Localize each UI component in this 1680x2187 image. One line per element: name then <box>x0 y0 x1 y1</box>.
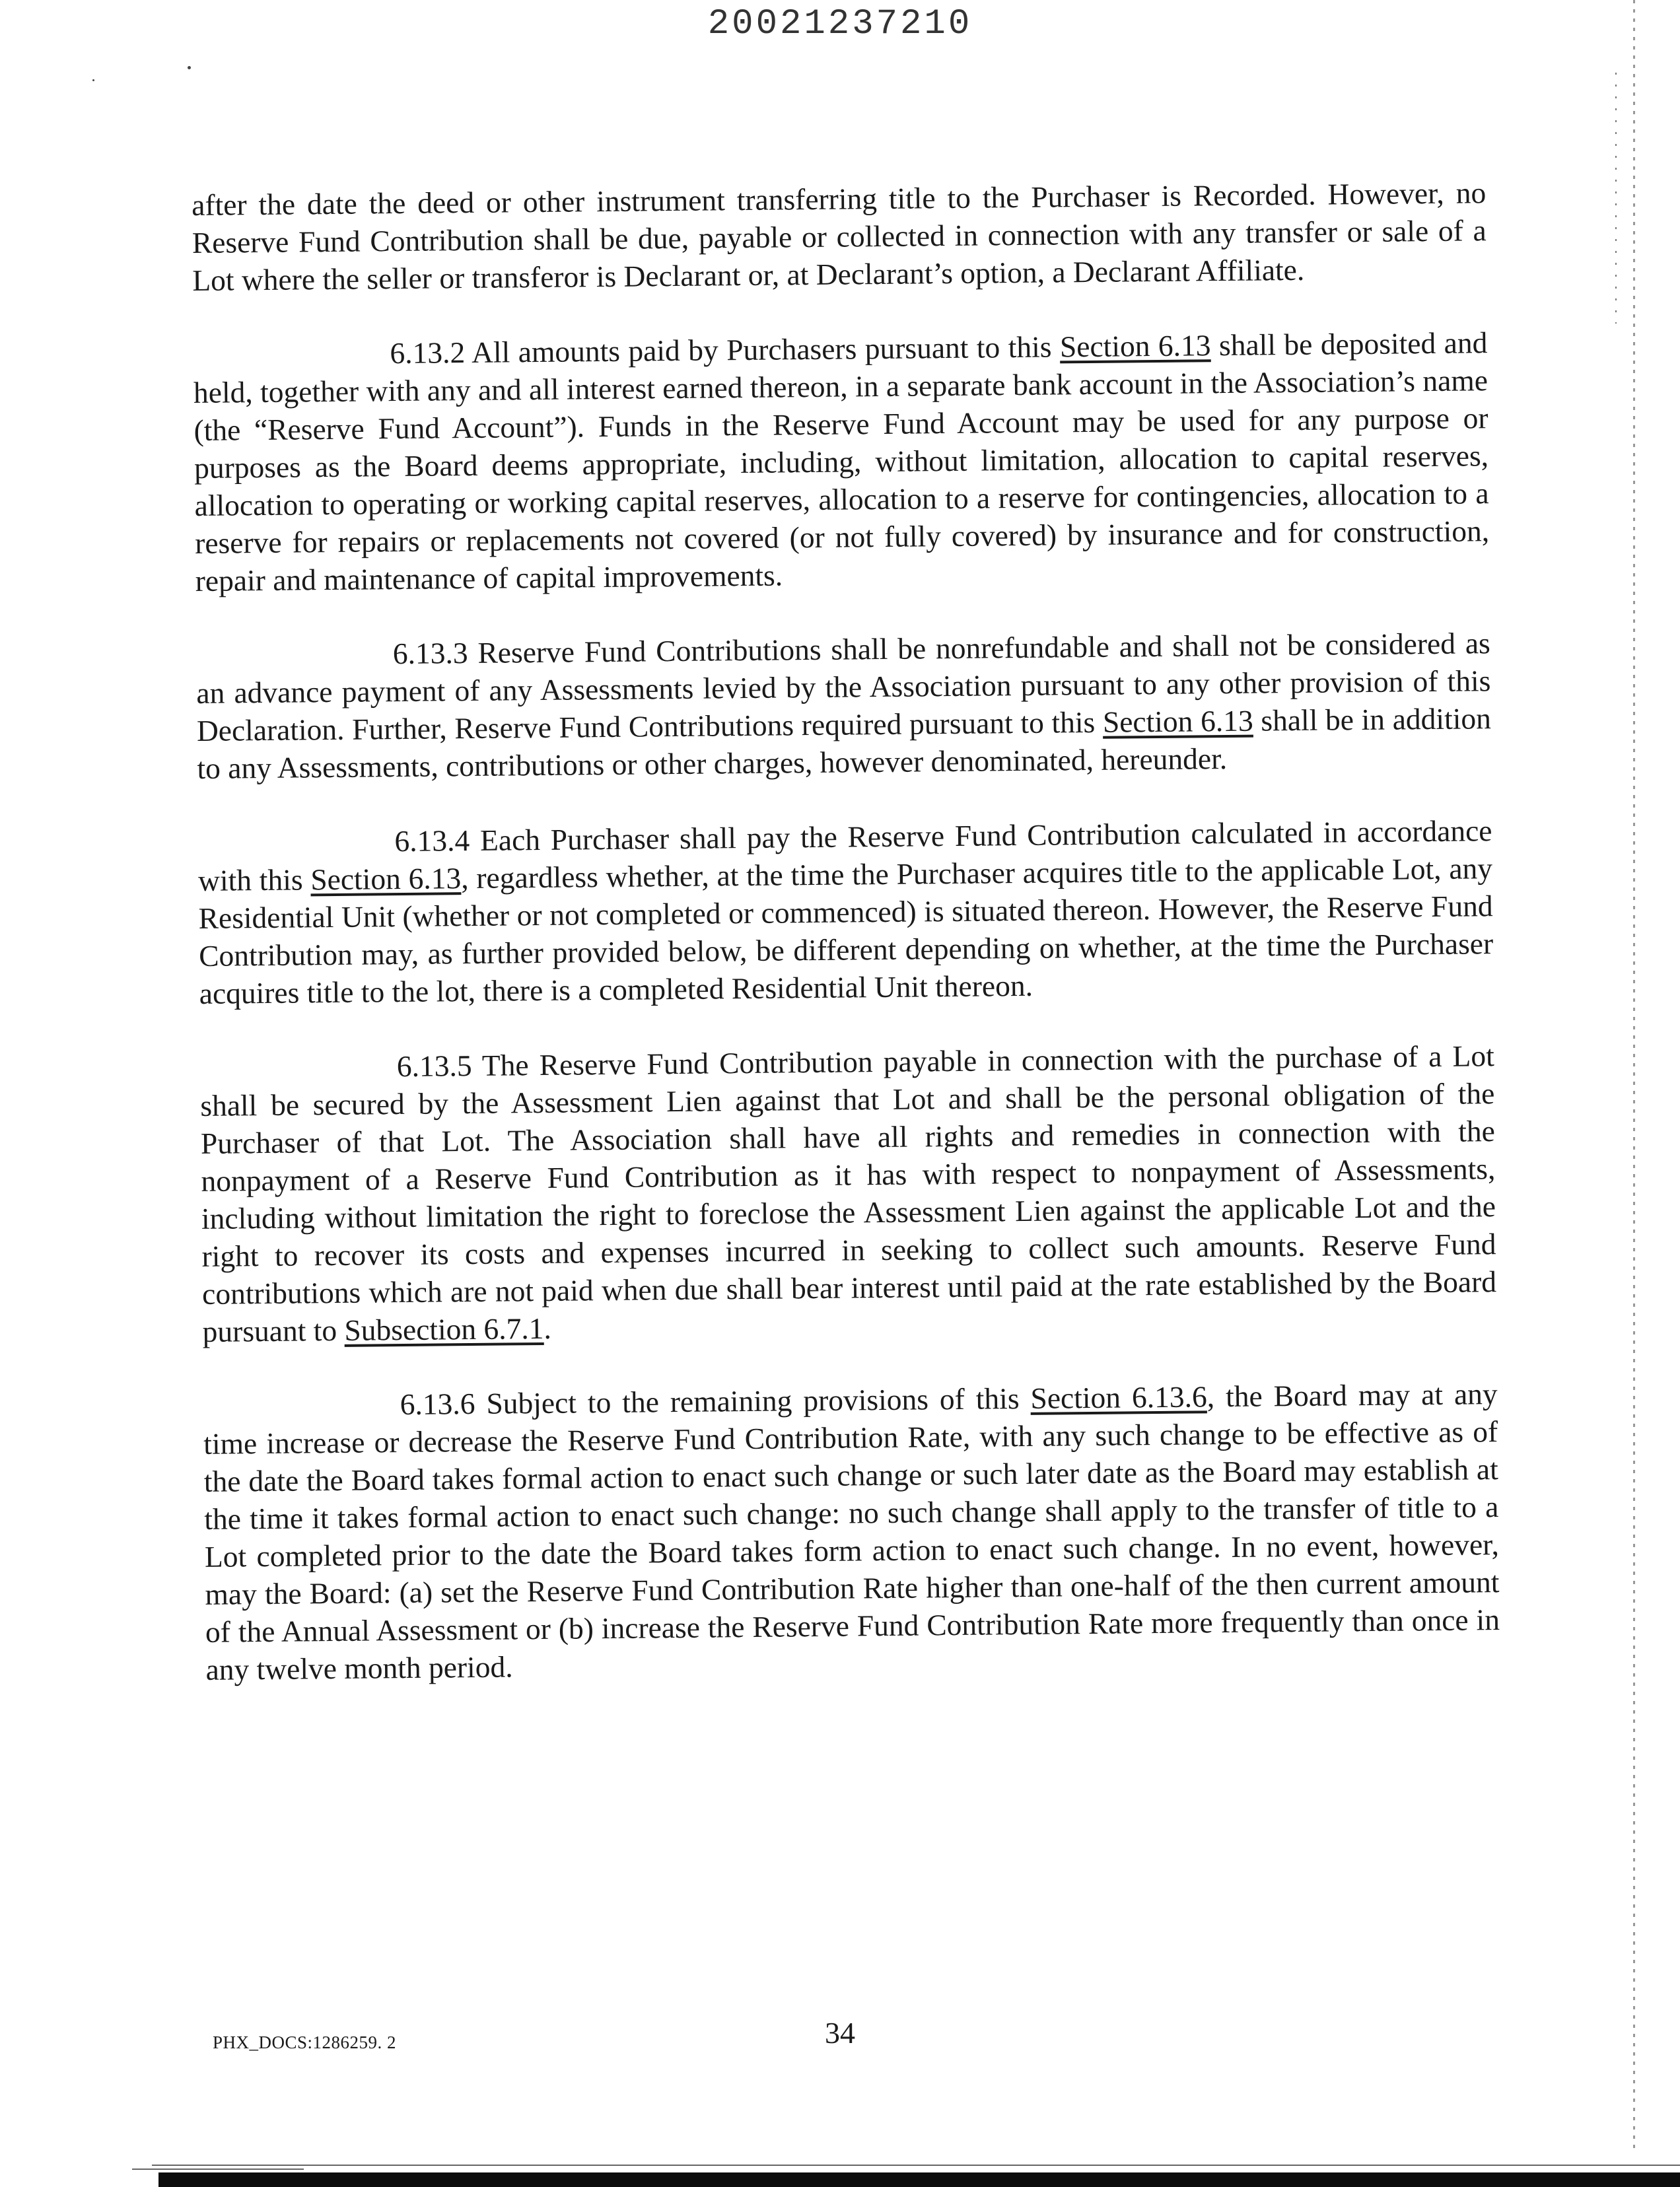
paragraph-text: The Reserve Fund Contribution payable in connection with the purchase of a Lot shall be secured by the Assessment Lien against that Lot and shall be the personal obligation of the Purchaser of that Lot. The Association shall have all rights and remedies in connection with the nonpayment of a Reserve Fund Contribution as it has with respect to nonpayment of Assessments, including without limitation the right to foreclose the Assessment Lien against the applicable Lot and the right to recover its costs and expenses incurred in seeking to collect such amounts. Reserve Fund contributions which are not paid when due shall bear interest until paid at the rate established by the Board pursuant to <box>200 1039 1497 1348</box>
scan-edge-right-inner <box>1615 73 1617 324</box>
paragraph-text: after the date the deed or other instrument transferring title to the Purchaser is Recorded. However, no Reserve Fund Contribution shall be due, payable or collected in connection with any transfer or sale of a Lot where the seller or transferor is Declarant or, at Declarant’s option, a Declarant Affiliate. <box>192 176 1487 297</box>
section-paragraph <box>197 812 1494 1012</box>
section-number: 6.13.6 <box>400 1386 475 1422</box>
section-number: 6.13.2 <box>390 335 466 370</box>
scan-edge-bottom <box>158 2172 1680 2187</box>
section-reference: Subsection 6.7.1 <box>344 1311 544 1347</box>
section-reference: Section 6.13 <box>1102 703 1253 739</box>
paragraph-indent <box>200 1076 397 1078</box>
paragraph-indent <box>198 851 395 853</box>
section-paragraph <box>196 624 1492 787</box>
scan-edge-bottom-left <box>132 2169 304 2170</box>
paragraph-text: All amounts paid by Purchasers pursuant to this <box>464 330 1061 370</box>
document-number: 20021237210 <box>707 4 973 44</box>
page-number: 34 <box>825 2016 855 2050</box>
document-body <box>192 174 1500 1725</box>
paragraph-text: Reserve Fund Contributions shall be nonrefundable and shall not be considered as an advance payment of any Assessments levied by the Association pursuant to any other provision of this Declaration. Further, Reserve Fund Contributions required pursuant to this <box>196 626 1491 747</box>
paragraph-indent <box>196 664 393 666</box>
scan-edge-bottom-thin <box>152 2165 1680 2166</box>
section-paragraph <box>203 1375 1500 1688</box>
scan-speck <box>188 66 191 69</box>
section-number: 6.13.5 <box>396 1048 472 1084</box>
section-reference: Section 6.13 <box>1059 328 1211 364</box>
section-paragraph <box>193 324 1490 600</box>
paragraph-indent <box>203 1414 400 1416</box>
footer-document-id: PHX_DOCS:1286259. 2 <box>213 2032 397 2052</box>
paragraph-text: Each Purchaser shall pay the Reserve Fund Contribution calculated in accordance with this <box>197 814 1492 897</box>
paragraph-text: . <box>543 1311 552 1345</box>
scan-speck <box>92 79 94 81</box>
paragraph-text: , the Board may at any time increase or decrease the Reserve Fund Contribution Rate, with any such change to be effective as of the date the Board takes formal action to enact such change or such later date as the Board may establish at the time it takes formal action to enact such change: no such change shall apply to the transfer of title to a Lot completed prior to the date the Board takes form action to enact such change. In no event, however, may the Board: (a) set the Reserve Fund Contribution Rate higher than one-half of the then current amount of the Annual Assessment or (b) increase the Reserve Fund Contribution Rate more frequently than once in any twelve month period. <box>203 1377 1500 1686</box>
section-number: 6.13.4 <box>394 823 470 858</box>
paragraph-indent <box>193 363 390 365</box>
paragraph-text: shall be deposited and held, together with any and all interest earned thereon, in a separate bank account in the Association’s name (the “Reserve Fund Account”). Funds in the Reserve Fund Account may be used for any purpose or purposes as the Board deems appropriate, including, without limitation, allocation to capital reserves, allocation to operating or working capital reserves, allocation to a reserve for contingencies, allocation to a reserve for repairs or replacements not covered (or not fully covered) by insurance and for construction, repair and maintenance of capital improvements. <box>193 326 1490 598</box>
scan-edge-right <box>1633 0 1635 2153</box>
section-reference: Section 6.13 <box>310 861 462 897</box>
section-reference: Section 6.13.6 <box>1030 1379 1207 1415</box>
paragraph-text: Subject to the remaining provisions of this <box>475 1381 1031 1420</box>
section-number: 6.13.3 <box>392 636 468 671</box>
paragraph-text: shall be in addition to any Assessments, contributions or other charges, however denominated, hereunder. <box>197 701 1492 785</box>
section-paragraph <box>200 1037 1497 1350</box>
continuation-paragraph <box>192 174 1487 299</box>
paragraph-text: , regardless whether, at the time the Purchaser acquires title to the applicable Lot, any Residential Unit (whether or not completed or commenced) is situated thereon. However, the Reserve Fund Contribution may, as further provided below, be different depending on whether, at the time the Purchaser acquires title to the lot, there is a completed Residential Unit thereon. <box>198 851 1494 1010</box>
